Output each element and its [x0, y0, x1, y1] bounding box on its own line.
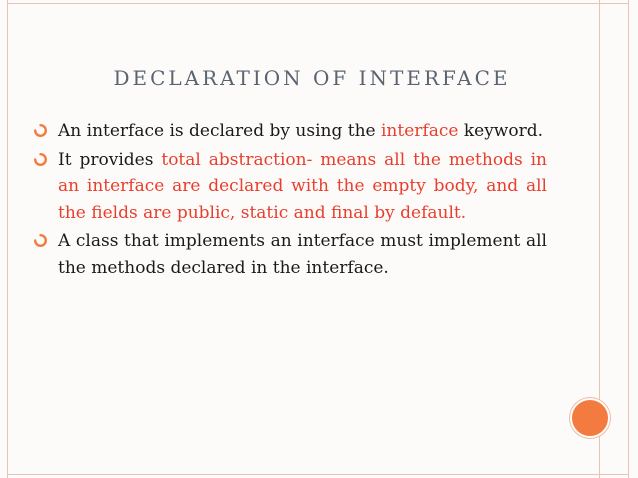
accent-circle	[570, 398, 610, 438]
bullet-text: It provides	[58, 149, 162, 170]
bullet-text: A class that implements an interface must implement all the methods declared in the interface.	[58, 231, 547, 278]
bullet-keyword-highlight: interface	[381, 121, 459, 141]
frame-bottom-line	[7, 474, 629, 475]
bullet-item	[34, 228, 547, 281]
bullet-icon	[34, 234, 47, 247]
bullet-item	[34, 118, 547, 145]
bullet-text: keyword.	[458, 121, 543, 141]
frame-top-line	[7, 3, 629, 4]
slide-title: DECLARATION OF INTERFACE	[113, 66, 511, 90]
bullet-item	[34, 147, 547, 227]
bullet-icon	[34, 124, 47, 137]
frame-right-outer-line	[628, 0, 629, 478]
bullet-icon	[34, 153, 47, 166]
bullet-highlight-text: total abstraction- means all the methods in an interface are declared with the empty body, and all the fields are public, static and final by default.	[58, 149, 547, 223]
bullet-text: An interface is declared by using the	[58, 121, 381, 141]
bullet-list	[34, 118, 547, 283]
